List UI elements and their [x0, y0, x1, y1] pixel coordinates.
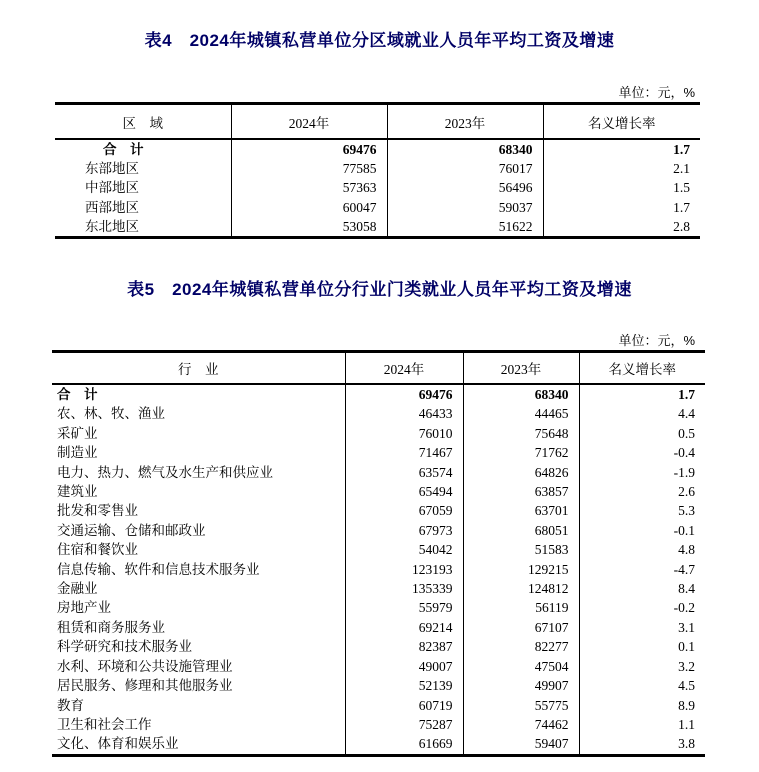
table4-col-header-region: 区 域	[55, 104, 231, 140]
row-label: 合 计	[57, 387, 98, 402]
row-value: 74462	[463, 715, 579, 734]
row-value: 69214	[345, 618, 463, 637]
row-value: 1.7	[579, 384, 705, 404]
row-value: 3.8	[579, 734, 705, 755]
table-row	[55, 217, 700, 238]
row-value: 60719	[345, 696, 463, 715]
row-value: 1.7	[543, 139, 700, 159]
row-value: -1.9	[579, 463, 705, 482]
table5	[52, 350, 705, 757]
table-row	[55, 198, 700, 217]
row-value: 3.2	[579, 657, 705, 676]
table4-unit-label: 单位：元，%	[618, 85, 695, 100]
row-label: 交通运输、仓储和邮政业	[57, 522, 206, 538]
row-value: 67973	[345, 521, 463, 540]
row-value: 59407	[463, 734, 579, 755]
table-row	[52, 734, 705, 755]
row-value: 67107	[463, 618, 579, 637]
row-value: 56119	[463, 598, 579, 617]
table4-col-header-2024: 2024年	[231, 104, 387, 140]
row-value: 69476	[345, 384, 463, 404]
row-value: -0.1	[579, 521, 705, 540]
table-row	[52, 501, 705, 520]
row-label: 居民服务、修理和其他服务业	[57, 678, 233, 694]
row-value: 51583	[463, 540, 579, 559]
table-row	[52, 384, 705, 404]
row-value: 2.6	[579, 482, 705, 501]
table5-col-header-2023: 2023年	[463, 352, 579, 385]
table-row	[52, 463, 705, 482]
row-value: 54042	[345, 540, 463, 559]
table4	[55, 102, 700, 239]
row-value: 44465	[463, 404, 579, 423]
row-value: 63701	[463, 501, 579, 520]
table4-col-header-growth: 名义增长率	[543, 104, 700, 140]
row-value: 4.5	[579, 676, 705, 695]
row-value: 76010	[345, 424, 463, 443]
row-value: 51622	[387, 217, 543, 238]
row-label: 农、林、牧、渔业	[57, 406, 165, 422]
table-row	[52, 696, 705, 715]
row-label: 住宿和餐饮业	[57, 542, 138, 558]
row-label: 西部地区	[85, 199, 139, 215]
table-row	[52, 598, 705, 617]
row-value: 68051	[463, 521, 579, 540]
row-value: 0.5	[579, 424, 705, 443]
row-value: 56496	[387, 178, 543, 197]
row-value: 82277	[463, 637, 579, 656]
row-label: 中部地区	[85, 180, 139, 196]
row-value: -4.7	[579, 560, 705, 579]
table-row	[52, 521, 705, 540]
row-label: 电力、热力、燃气及水生产和供应业	[57, 464, 273, 480]
table5-col-header-industry: 行 业	[52, 352, 345, 385]
table5-unit-label: 单位：元，%	[618, 333, 695, 348]
row-value: 49907	[463, 676, 579, 695]
row-label: 东部地区	[85, 161, 139, 177]
table-row	[52, 404, 705, 423]
row-value: 76017	[387, 159, 543, 178]
row-value: 4.8	[579, 540, 705, 559]
row-label: 教育	[57, 697, 84, 713]
table5-col-header-2024: 2024年	[345, 352, 463, 385]
table-row	[52, 443, 705, 462]
table-row	[52, 560, 705, 579]
row-label: 建筑业	[57, 484, 98, 500]
table4-title: 表4 2024年城镇私营单位分区域就业人员年平均工资及增速	[144, 31, 615, 50]
row-label: 租赁和商务服务业	[57, 619, 165, 635]
row-label: 水利、环境和公共设施管理业	[57, 658, 233, 674]
table-row	[52, 657, 705, 676]
row-value: 1.5	[543, 178, 700, 197]
row-label: 文化、体育和娱乐业	[57, 736, 179, 752]
row-value: 63857	[463, 482, 579, 501]
row-value: 5.3	[579, 501, 705, 520]
row-label: 合 计	[103, 142, 144, 157]
row-label: 采矿业	[57, 425, 98, 441]
row-value: 64826	[463, 463, 579, 482]
row-value: 75287	[345, 715, 463, 734]
table4-header-row	[55, 104, 700, 140]
row-value: -0.2	[579, 598, 705, 617]
table-row	[52, 540, 705, 559]
row-value: 1.7	[543, 198, 700, 217]
row-value: 71762	[463, 443, 579, 462]
row-value: 57363	[231, 178, 387, 197]
row-label: 房地产业	[57, 600, 111, 616]
table4-col-header-2023: 2023年	[387, 104, 543, 140]
table-row	[52, 579, 705, 598]
row-label: 东北地区	[85, 218, 139, 234]
table5-title: 表5 2024年城镇私营单位分行业门类就业人员年平均工资及增速	[127, 280, 632, 299]
row-label: 金融业	[57, 581, 98, 597]
row-label: 卫生和社会工作	[57, 716, 152, 732]
table-row	[52, 637, 705, 656]
table-row	[52, 482, 705, 501]
row-value: 60047	[231, 198, 387, 217]
table-row	[55, 139, 700, 159]
table5-col-header-growth: 名义增长率	[579, 352, 705, 385]
table-row	[55, 159, 700, 178]
row-value: 65494	[345, 482, 463, 501]
row-value: 124812	[463, 579, 579, 598]
row-label: 信息传输、软件和信息技术服务业	[57, 561, 260, 577]
row-value: 1.1	[579, 715, 705, 734]
row-value: 49007	[345, 657, 463, 676]
row-value: 8.4	[579, 579, 705, 598]
row-value: 68340	[387, 139, 543, 159]
row-value: 67059	[345, 501, 463, 520]
row-value: 63574	[345, 463, 463, 482]
table-row	[52, 715, 705, 734]
row-label: 批发和零售业	[57, 503, 138, 519]
row-value: 61669	[345, 734, 463, 755]
row-value: 2.1	[543, 159, 700, 178]
table5-header-row	[52, 352, 705, 385]
row-value: 71467	[345, 443, 463, 462]
row-value: 55775	[463, 696, 579, 715]
row-value: 4.4	[579, 404, 705, 423]
row-value: 0.1	[579, 637, 705, 656]
row-value: 3.1	[579, 618, 705, 637]
row-value: 129215	[463, 560, 579, 579]
table-row	[52, 424, 705, 443]
row-label: 制造业	[57, 445, 98, 461]
row-value: 77585	[231, 159, 387, 178]
row-value: -0.4	[579, 443, 705, 462]
row-value: 53058	[231, 217, 387, 238]
row-value: 68340	[463, 384, 579, 404]
table-row	[52, 676, 705, 695]
row-value: 123193	[345, 560, 463, 579]
table4-body	[55, 139, 700, 238]
row-value: 135339	[345, 579, 463, 598]
table-row	[55, 178, 700, 197]
table-row	[52, 618, 705, 637]
row-value: 82387	[345, 637, 463, 656]
row-value: 75648	[463, 424, 579, 443]
row-value: 47504	[463, 657, 579, 676]
row-value: 55979	[345, 598, 463, 617]
row-value: 59037	[387, 198, 543, 217]
row-value: 52139	[345, 676, 463, 695]
row-value: 2.8	[543, 217, 700, 238]
row-value: 8.9	[579, 696, 705, 715]
row-label: 科学研究和技术服务业	[57, 639, 192, 655]
row-value: 69476	[231, 139, 387, 159]
row-value: 46433	[345, 404, 463, 423]
table5-body	[52, 384, 705, 755]
